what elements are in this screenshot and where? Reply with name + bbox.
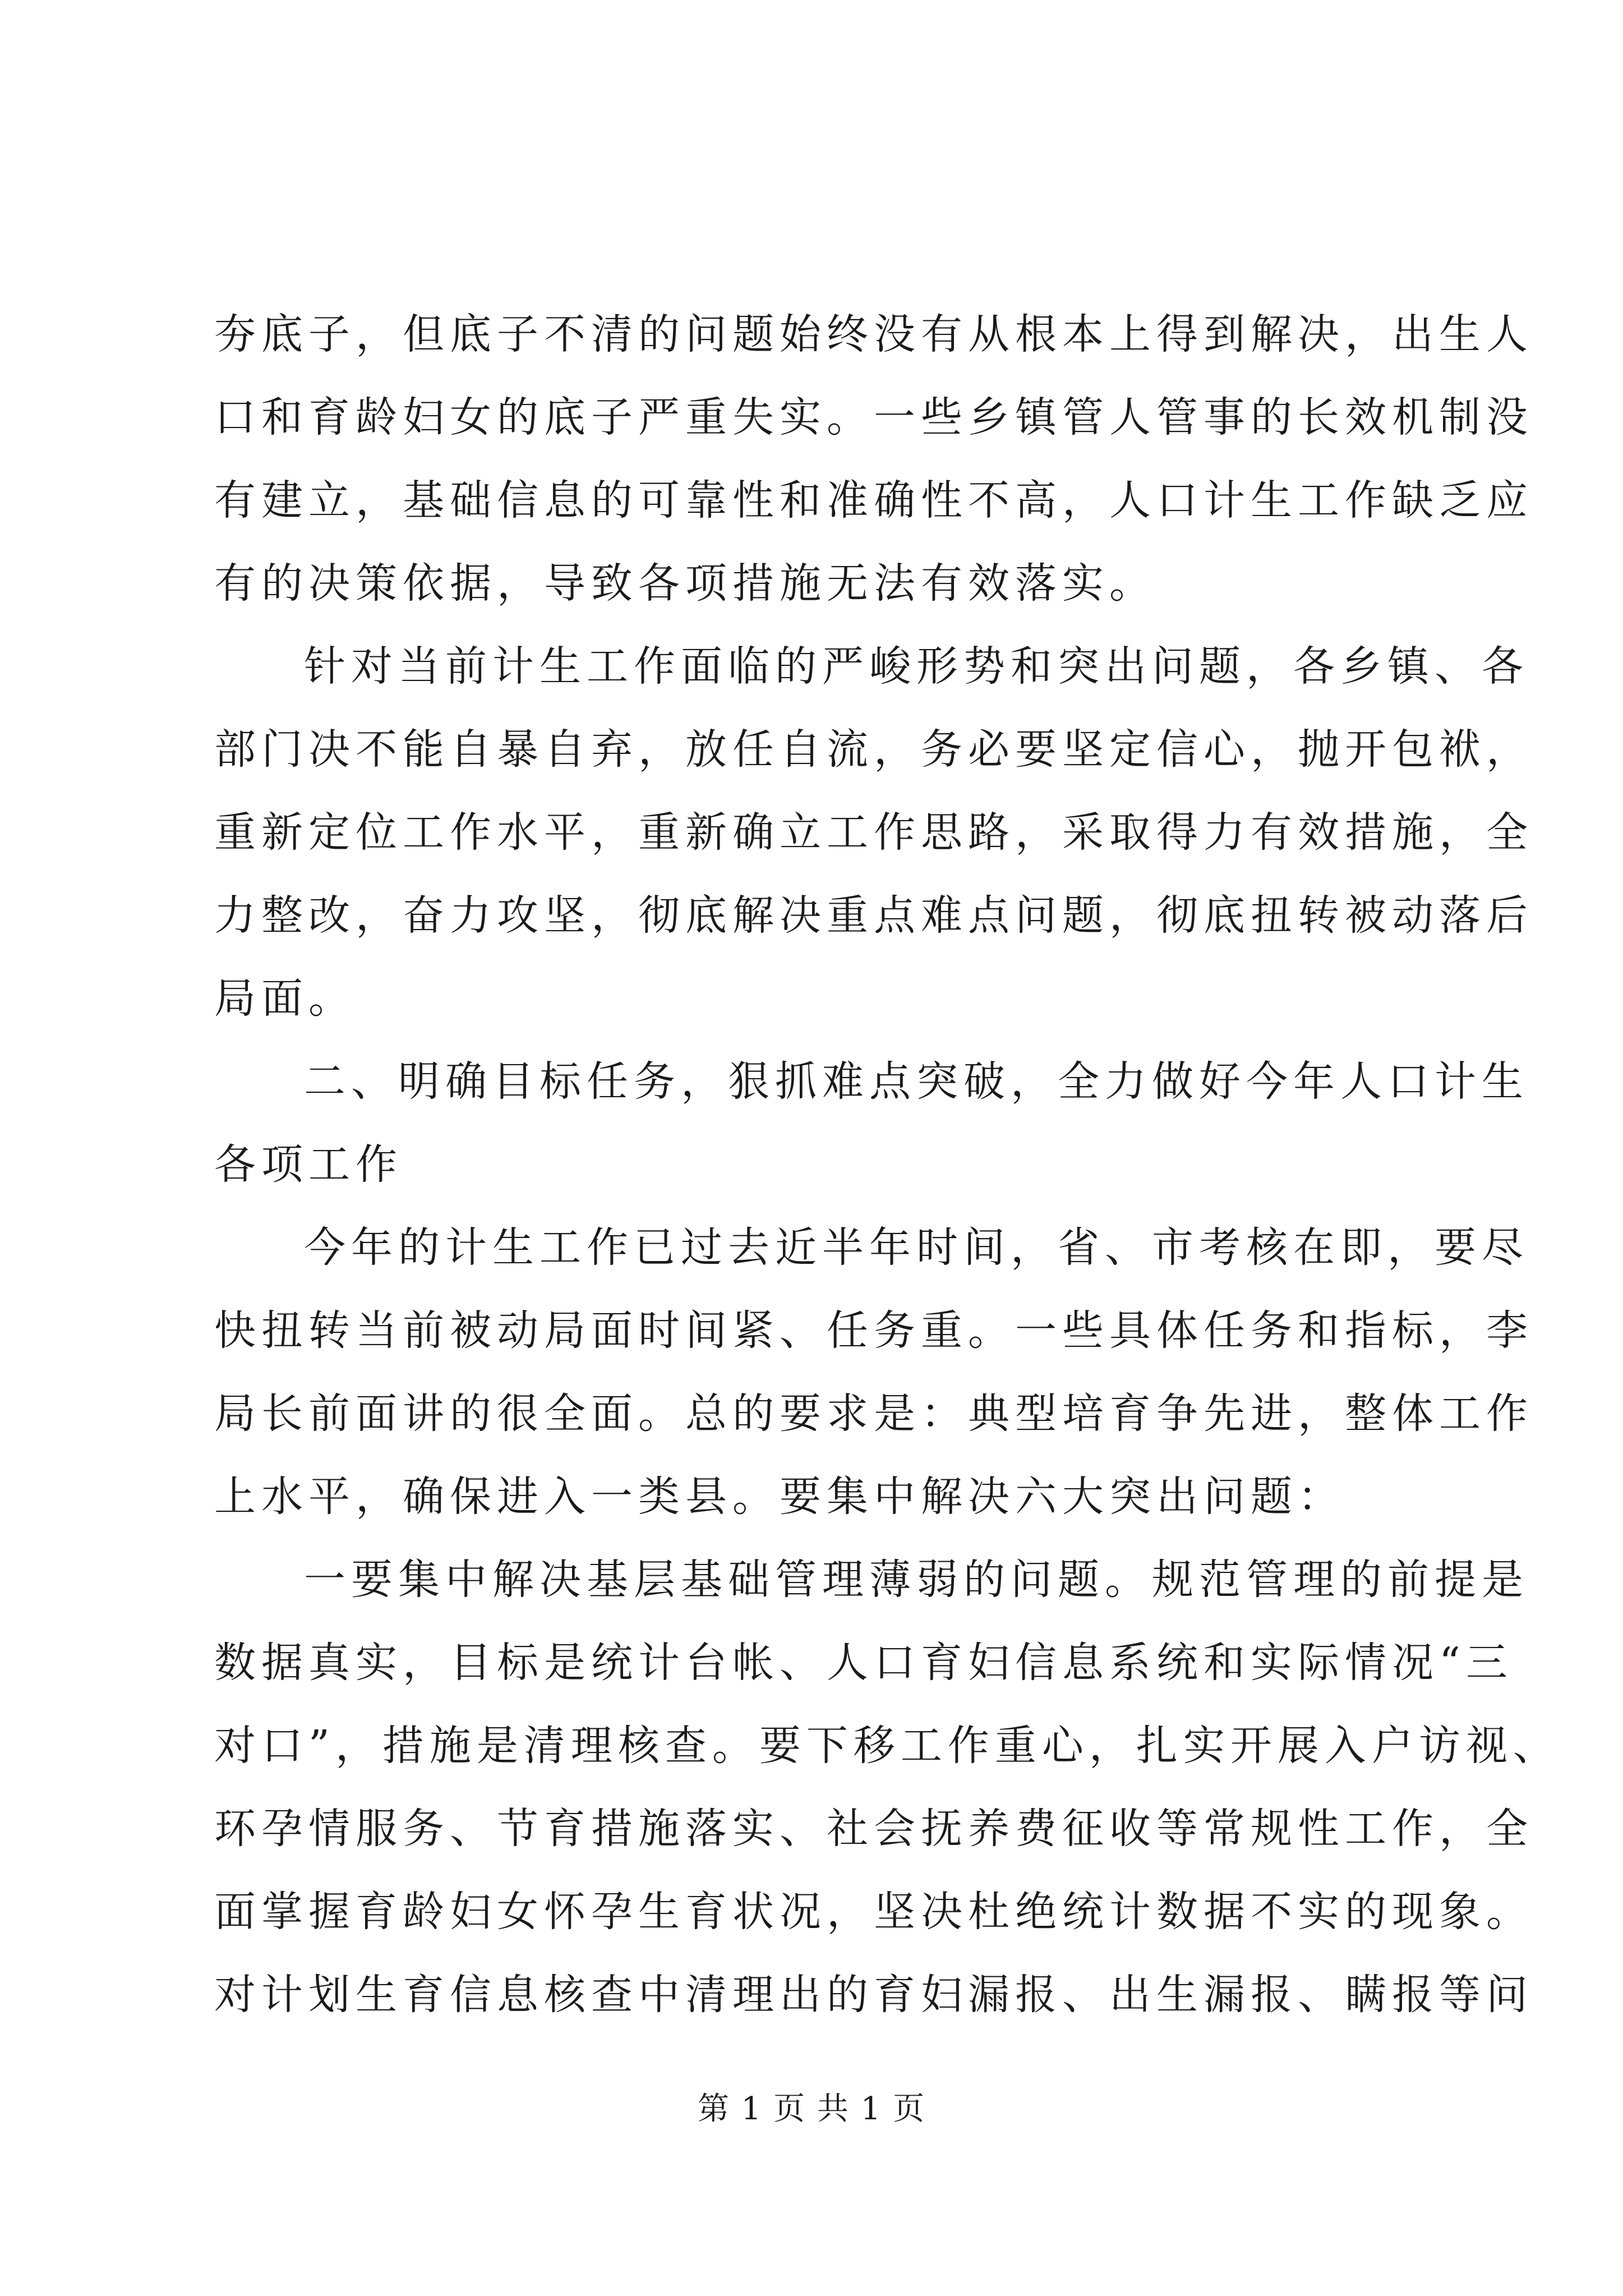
section-heading-line: 二、明确目标任务，狠抓难点突破，全力做好今年人口计生 xyxy=(304,1057,1529,1106)
text-line: 夯底子，但底子不清的问题始终没有从根本上得到解决，出生人 xyxy=(214,310,1533,358)
page-number-footer: 第 1 页 共 1 页 xyxy=(697,2091,926,2127)
text-line: 局面。 xyxy=(214,974,356,1023)
text-line: 力整改，奋力攻坚，彻底解决重点难点问题，彻底扭转被动落后 xyxy=(214,891,1533,940)
text-line: 针对当前计生工作面临的严峻形势和突出问题，各乡镇、各 xyxy=(304,642,1529,691)
text-line: 对计划生育信息核查中清理出的育妇漏报、出生漏报、瞒报等问 xyxy=(214,1971,1533,2019)
text-line: 口和育龄妇女的底子严重失实。一些乡镇管人管事的长效机制没 xyxy=(214,393,1533,441)
text-line: 今年的计生工作已过去近半年时间，省、市考核在即，要尽 xyxy=(304,1223,1529,1272)
text-line: 重新定位工作水平，重新确立工作思路，采取得力有效措施，全 xyxy=(214,808,1533,857)
text-line: 有的决策依据，导致各项措施无法有效落实。 xyxy=(214,559,1156,608)
text-line: 部门决不能自暴自弃，放任自流，务必要坚定信心，抛开包袱， xyxy=(214,725,1533,774)
text-line: 对口”，措施是清理核查。要下移工作重心，扎实开展入户访视、 xyxy=(214,1722,1560,1770)
text-line: 数据真实，目标是统计台帐、人口育妇信息系统和实际情况“三 xyxy=(214,1639,1513,1687)
text-line: 一要集中解决基层基础管理薄弱的问题。规范管理的前提是 xyxy=(304,1556,1529,1604)
text-line: 快扭转当前被动局面时间紧、任务重。一些具体任务和指标，李 xyxy=(214,1306,1533,1355)
text-line: 面掌握育龄妇女怀孕生育状况，坚决杜绝统计数据不实的现象。 xyxy=(214,1888,1533,1936)
document-body xyxy=(214,293,1560,2036)
text-line: 有建立，基础信息的可靠性和准确性不高，人口计生工作缺乏应 xyxy=(214,476,1533,524)
text-line: 环孕情服务、节育措施落实、社会抚养费征收等常规性工作，全 xyxy=(214,1805,1533,1853)
text-line: 上水平，确保进入一类县。要集中解决六大突出问题： xyxy=(214,1473,1345,1521)
section-heading-line: 各项工作 xyxy=(214,1140,403,1189)
text-line: 局长前面讲的很全面。总的要求是：典型培育争先进，整体工作 xyxy=(214,1389,1533,1438)
